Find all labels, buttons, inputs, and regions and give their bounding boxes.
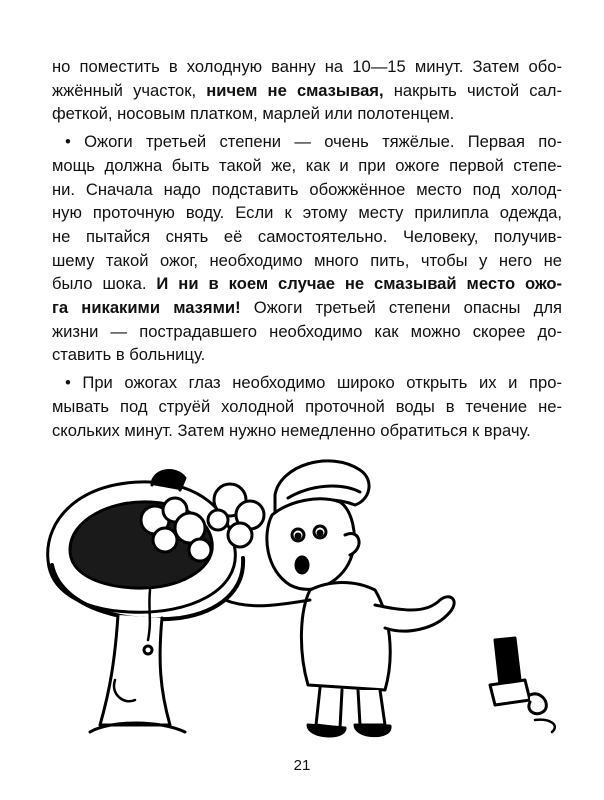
text-line [52, 296, 562, 320]
text-segment: • При ожогах глаз необходимо широко открыть их и про- [65, 373, 562, 393]
text-segment: жжённый участок, [52, 80, 207, 100]
text-line [52, 154, 562, 178]
text-line [52, 225, 562, 249]
boy-leg-right [358, 690, 385, 725]
text-line [52, 343, 562, 367]
spilled-item [529, 694, 546, 714]
text-segment: накрыть чистой сал- [383, 80, 562, 100]
text-segment: мощь должна быть такой же, как и при ожоге первой степе- [52, 155, 562, 175]
bold-text: ничем не смазывая, [206, 80, 384, 100]
boy-face [267, 499, 354, 589]
text-segment: Ожоги третьей степени опасны для [240, 298, 562, 318]
text-segment: шему такой ожог, необходимо много пить, чтобы у него не [52, 250, 562, 270]
text-segment: жизни — пострадавшего необходимо как можно скорее до- [52, 321, 562, 341]
text-segment: • Ожоги третьей степени — очень тяжёлые. Первая по- [65, 132, 562, 152]
text-line [52, 395, 562, 419]
boy [225, 461, 454, 736]
page-number: 21 [293, 757, 311, 774]
boy-shoe-left [308, 725, 345, 736]
text-segment: мывать под струёй холодной проточной воды в течение не- [52, 396, 562, 416]
paragraph [52, 55, 562, 126]
text-segment: ную проточную воду. Если к этому месту прилипла одежда, [52, 203, 562, 223]
bold-text: И ни в коем случае не смазывай место ожо- [156, 274, 562, 294]
text-line [52, 272, 562, 296]
text-line [52, 55, 562, 79]
boy-arm-left [225, 600, 310, 606]
body-text [52, 55, 562, 446]
boy-arm-right [375, 597, 454, 631]
text-line [52, 102, 562, 126]
soap-bottle [490, 638, 530, 705]
bold-text: га никакими мазями! [52, 298, 241, 318]
boy-leg-left [316, 688, 342, 728]
text-segment: скольких минут. Затем нужно немедленно обратиться к врачу. [52, 420, 531, 440]
text-segment: не пытайся снять её самостоятельно. Человеку, получив- [52, 226, 562, 246]
text-line [52, 419, 562, 443]
paragraph [52, 371, 562, 442]
boy-shirt [301, 583, 390, 691]
text-segment: но поместить в холодную ванну на 10—15 минут. Затем обо- [52, 57, 562, 76]
boy-mouth [296, 557, 308, 573]
paragraph [52, 130, 562, 367]
text-segment: было шока. [52, 274, 157, 294]
text-line [52, 320, 562, 344]
text-line [52, 178, 562, 202]
text-segment: ставить в больницу. [52, 345, 206, 365]
text-line [52, 130, 562, 154]
sink-pedestal [100, 615, 170, 725]
text-segment: ни. Сначала надо подставить обожжённое место под холод- [52, 179, 562, 199]
water-drip [148, 590, 150, 640]
boy-shoe-right [355, 725, 390, 736]
text-line [52, 371, 562, 395]
text-line [52, 201, 562, 225]
boy-washing-face-illustration [40, 440, 570, 745]
text-line [52, 79, 562, 103]
text-segment: феткой, носовым платком, марлей или полотенцем. [52, 104, 455, 124]
text-line [52, 249, 562, 273]
